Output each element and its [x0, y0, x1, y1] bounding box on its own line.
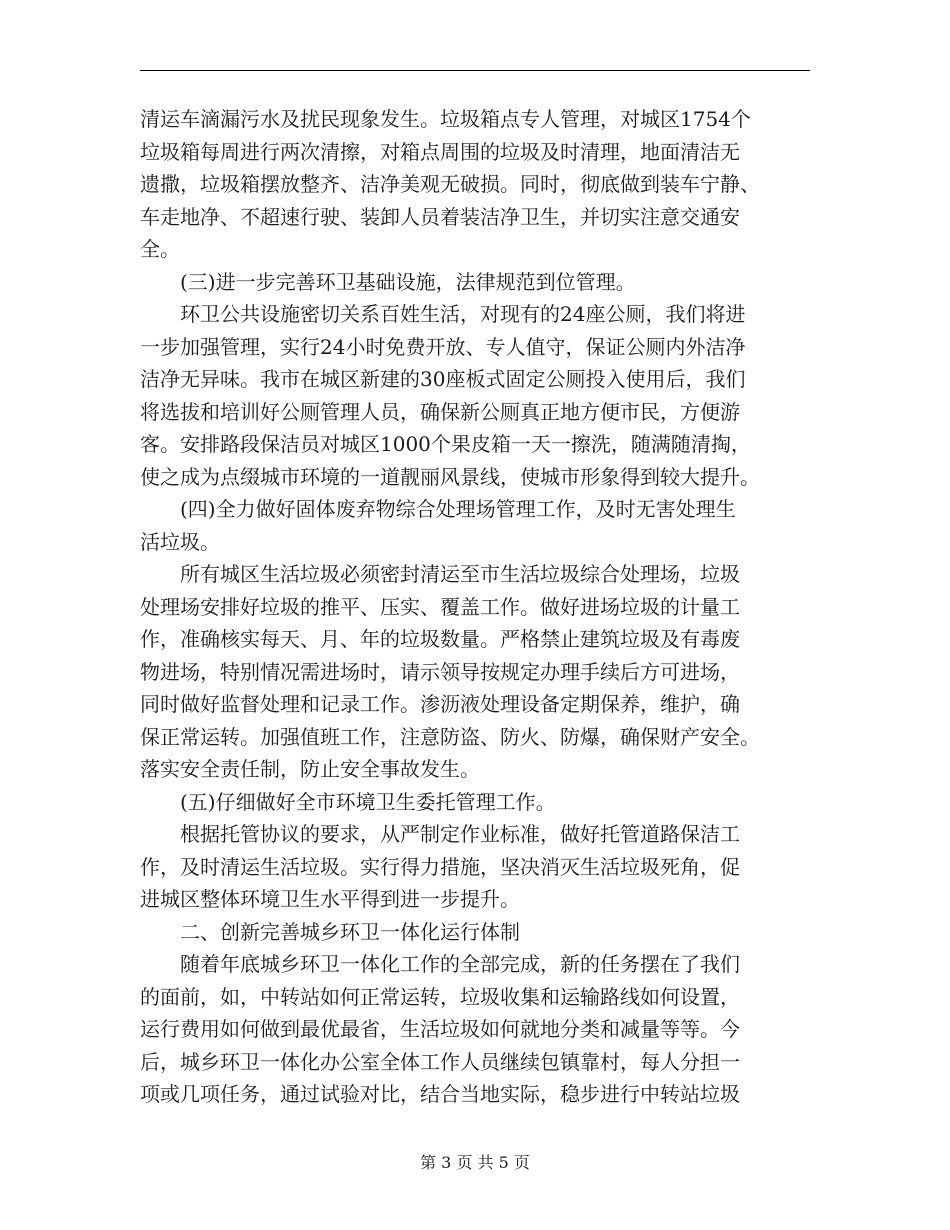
text-line: 客。安排路段保洁员对城区1000个果皮箱一天一擦洗，随满随清掏， — [140, 432, 751, 456]
text-line: 保正常运转。加强值班工作，注意防盗、防火、防爆，确保财产安全。 — [140, 724, 760, 749]
text-line: 清运车滴漏污水及扰民现象发生。垃圾箱点专人管理，对城区1754个 — [140, 107, 751, 131]
page-footer: 第 3 页 共 5 页 — [420, 1153, 530, 1172]
text-line: 遗撒，垃圾箱摆放整齐、洁净美观无破损。同时，彻底做到装车宁静、 — [140, 172, 760, 196]
text-line: 运行费用如何做到最优最省，生活垃圾如何就地分类和减量等等。今 — [140, 1017, 740, 1041]
text-line: 根据托管协议的要求，从严制定作业标准，做好托管道路保洁工 — [180, 822, 740, 846]
text-line: 活垃圾。 — [140, 529, 220, 554]
text-line: 使之成为点缀城市环境的一道靓丽风景线，使城市形象得到较大提升。 — [140, 464, 760, 489]
header-rule — [140, 70, 810, 71]
text-line: 作，及时清运生活垃圾。实行得力措施，坚决消灭生活垃圾死角，促 — [140, 854, 740, 879]
text-line: 全。 — [140, 237, 180, 261]
text-line: 一步加强管理，实行24小时免费开放、专人值守，保证公厕内外洁净 — [140, 334, 746, 359]
text-line: 环卫公共设施密切关系百姓生活，对现有的24座公厕，我们将进 — [180, 302, 746, 326]
text-line: 车走地净、不超速行驶、装卸人员着装洁净卫生，并切实注意交通安 — [140, 204, 740, 229]
text-line: 将选拔和培训好公厕管理人员，确保新公厕真正地方便市民，方便游 — [140, 399, 740, 424]
text-line: 的面前，如，中转站如何正常运转，垃圾收集和运输路线如何设置， — [140, 984, 740, 1009]
text-line: (四)全力做好固体废弃物综合处理场管理工作，及时无害处理生 — [180, 497, 736, 521]
text-line: 垃圾箱每周进行两次清擦，对箱点周围的垃圾及时清理，地面清洁无 — [140, 139, 740, 164]
text-line: 物进场，特别情况需进场时，请示领导按规定办理手续后方可进场， — [140, 659, 740, 684]
text-line: 项或几项任务，通过试验对比，结合当地实际，稳步进行中转站垃圾 — [140, 1082, 740, 1106]
text-line: 作，准确核实每天、月、年的垃圾数量。严格禁止建筑垃圾及有毒废 — [140, 627, 740, 651]
document-body — [140, 103, 810, 1111]
text-line: 后，城乡环卫一体化办公室全体工作人员继续包镇靠村，每人分担一 — [140, 1049, 740, 1074]
text-line: 落实安全责任制，防止安全事故发生。 — [140, 757, 480, 781]
text-line: 二、创新完善城乡环卫一体化运行体制 — [180, 919, 520, 944]
text-line: (五)仔细做好全市环境卫生委托管理工作。 — [180, 789, 556, 814]
text-line: (三)进一步完善环卫基础设施，法律规范到位管理。 — [180, 269, 636, 294]
text-line: 所有城区生活垃圾必须密封清运至市生活垃圾综合处理场，垃圾 — [180, 562, 740, 586]
text-line: 随着年底城乡环卫一体化工作的全部完成，新的任务摆在了我们 — [180, 952, 740, 976]
text-line: 洁净无异味。我市在城区新建的30座板式固定公厕投入使用后，我们 — [140, 367, 746, 391]
text-line: 同时做好监督处理和记录工作。渗沥液处理设备定期保养，维护，确 — [140, 692, 740, 716]
text-line: 进城区整体环境卫生水平得到进一步提升。 — [140, 887, 520, 911]
text-line: 处理场安排好垃圾的推平、压实、覆盖工作。做好进场垃圾的计量工 — [140, 594, 740, 619]
